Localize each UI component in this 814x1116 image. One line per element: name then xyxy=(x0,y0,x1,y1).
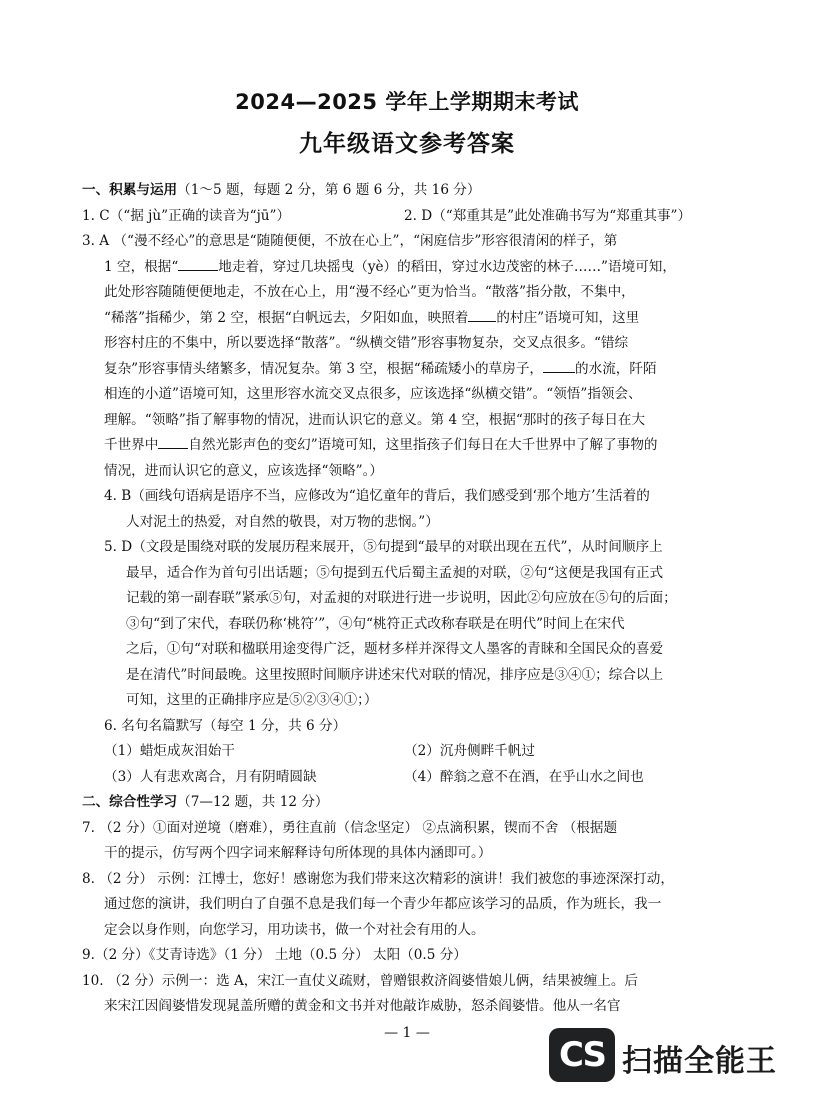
section-title: 一、积累与运用 xyxy=(82,182,178,198)
answer-line xyxy=(82,357,734,383)
answer-line: 7. （2 分）①面对逆境（磨难），勇往直前（信念坚定） ②点滴积累，锲而不舍 （根据题 xyxy=(82,819,618,836)
answer-line xyxy=(82,306,734,332)
fill-blank xyxy=(468,307,496,322)
answer-line: 3. A （“漫不经心”的意思是“随随便便，不放在心上”，“闲庭信步”形容很清闲的样子，第 xyxy=(82,233,618,249)
fill-blank xyxy=(158,434,188,449)
answer-line: 8. （2 分） 示例：江博士，您好！感谢您为我们带来这次精彩的演讲！我们被您的事迹深深打动， xyxy=(82,870,674,887)
answer-line: 是在清代”时间最晚。这里按照时间顺序讲述宋代对联的情况，排序应是③④①；综合以上 xyxy=(126,666,664,683)
answer-line: 人对泥土的热爱，对自然的敬畏，对万物的悲悯。”） xyxy=(126,513,439,530)
answer-line xyxy=(82,433,734,459)
exam-subtitle: 九年级语文参考答案 xyxy=(299,131,515,157)
text-segment: 复杂”形容事情头绪繁多，情况复杂。第 3 空，根据“稀疏矮小的草房子， xyxy=(104,360,544,377)
dictation-answer-2: （2）沉舟侧畔千帆过 xyxy=(404,743,535,759)
section-note: （7—12 题，共 12 分） xyxy=(177,794,329,810)
answer-line: 来宋江因阎婆惜发现晁盖所赠的黄金和文书并对他敲诈威胁，怒杀阎婆惜。他从一名官 xyxy=(104,998,621,1014)
section-note: （1～5 题，每题 2 分，第 6 题 6 分，共 16 分） xyxy=(177,182,481,198)
answer-line: 情况，进而认识它的意义，应该选择“领略”。） xyxy=(104,462,383,479)
answer-line: 此处形容随随便便地走，不放在心上，用“漫不经心”更为恰当。“散落”指分散，不集中， xyxy=(104,284,635,300)
answer-line: 定会以身作则，向您学习，用功读书，做一个对社会有用的人。 xyxy=(104,921,485,938)
answer-q7 xyxy=(82,816,734,867)
answer-line: 形容村庄的不集中，所以要选择“散落”。“纵横交错”形容事物复杂，交叉点很多。“错综 xyxy=(104,335,629,351)
answer-q9: 9.（2 分）《艾青诗选》（1 分） 土地（0.5 分） 太阳（0.5 分） xyxy=(82,947,467,963)
answer-line: 5. D（文段是围绕对联的发展历程来展开，⑤句提到“最早的对联出现在五代”，从时间顺序上 xyxy=(104,539,663,555)
answer-q1: 1. C（“据 jù”正确的读音为“jū”） xyxy=(82,207,291,224)
answer-line xyxy=(82,765,734,791)
answer-q6 xyxy=(82,714,734,791)
section-heading-2 xyxy=(82,790,734,816)
exam-title: 2024—2025 学年上学期期末考试 xyxy=(235,90,579,114)
answer-q3 xyxy=(82,229,734,484)
text-segment: 地走着，穿过几块摇曳（yè）的稻田，穿过水边茂密的林子……”语境可知， xyxy=(218,258,676,275)
answer-line: 4. B（画线句语病是语序不当，应修改为“追忆童年的背后，我们感受到‘那个地方’生活着的 xyxy=(104,488,650,504)
text-segment: 1 空，根据“ xyxy=(104,258,179,275)
answer-q8 xyxy=(82,867,734,944)
answer-line xyxy=(82,739,734,765)
camscanner-logo-icon: CS xyxy=(549,1028,615,1082)
answer-line: ③句“到了宋代，春联仍称‘桃符’”，④句“桃符正式改称春联是在明代”时间上在宋代 xyxy=(126,615,625,632)
answer-q1-q2 xyxy=(82,204,734,230)
answer-content xyxy=(82,178,734,1020)
answer-q4 xyxy=(82,484,734,535)
answer-line: 之后，①句“对联和楹联用途变得广泛，题材多样并深得文人墨客的青睐和全国民众的喜爱 xyxy=(126,641,664,657)
answer-line: 6. 名句名篇默写（每空 1 分，共 6 分） xyxy=(104,717,347,734)
text-segment: 的村庄”语境可知，这里 xyxy=(496,309,640,326)
fill-blank xyxy=(543,358,575,373)
page-number: — 1 — xyxy=(384,1025,430,1041)
text-segment: “稀落”指稀少，第 2 空，根据“白帆远去，夕阳如血，映照着 xyxy=(104,309,469,326)
text-segment: 千世界中 xyxy=(104,437,159,453)
answer-line: 干的提示，仿写两个四字词来解释诗句所体现的具体内涵即可。） xyxy=(104,845,492,861)
answer-line xyxy=(82,255,734,281)
answer-line: 记载的第一副春联”紧承⑤句，对孟昶的对联进行进一步说明，因此②句应放在⑤句的后面； xyxy=(126,590,677,606)
answer-q2: 2. D（“郑重其是”此处准确书写为“郑重其事”） xyxy=(404,207,692,224)
answer-line: 理解。“领略”指了解事物的情况，进而认识它的意义。第 4 空，根据“那时的孩子每日在大 xyxy=(104,411,646,428)
dictation-answer-4: （4）醉翁之意不在酒，在乎山水之间也 xyxy=(404,768,644,785)
answer-line: 可知，这里的正确排序应是⑤②③④①；） xyxy=(126,692,378,708)
section-title: 二、综合性学习 xyxy=(82,794,178,810)
answer-line: 相连的小道”语境可知，这里形容水流交叉点很多，应该选择“纵横交错”。“领悟”指领会、 xyxy=(104,386,642,402)
text-segment: 自然光影声色的变幻”语境可知，这里指孩子们每日在大千世界中了解了事物的 xyxy=(188,437,658,453)
fill-blank xyxy=(178,256,218,271)
camscanner-watermark-text: 扫描全能王 xyxy=(622,1044,777,1079)
section-heading-1 xyxy=(82,178,734,204)
dictation-answer-1: （1）蜡炬成灰泪始干 xyxy=(104,743,235,759)
text-segment: 的水流，阡陌 xyxy=(575,360,657,377)
answer-q10 xyxy=(82,969,734,1020)
answer-line: 通过您的演讲，我们明白了自强不息是我们每一个青少年都应该学习的品质，作为班长，我一 xyxy=(104,896,662,912)
answer-line: 10. （2 分）示例一：选 A，宋江一直仗义疏财，曾赠银救济阎婆惜娘儿俩，结果被缠上。后 xyxy=(82,972,639,989)
answer-line: 最早，适合作为首句引出话题；⑤句提到五代后蜀主孟昶的对联，②句“这便是我国有正式 xyxy=(126,564,664,581)
answer-q5 xyxy=(82,535,734,714)
dictation-answer-3: （3）人有悲欢离合，月有阴晴圆缺 xyxy=(104,768,317,785)
